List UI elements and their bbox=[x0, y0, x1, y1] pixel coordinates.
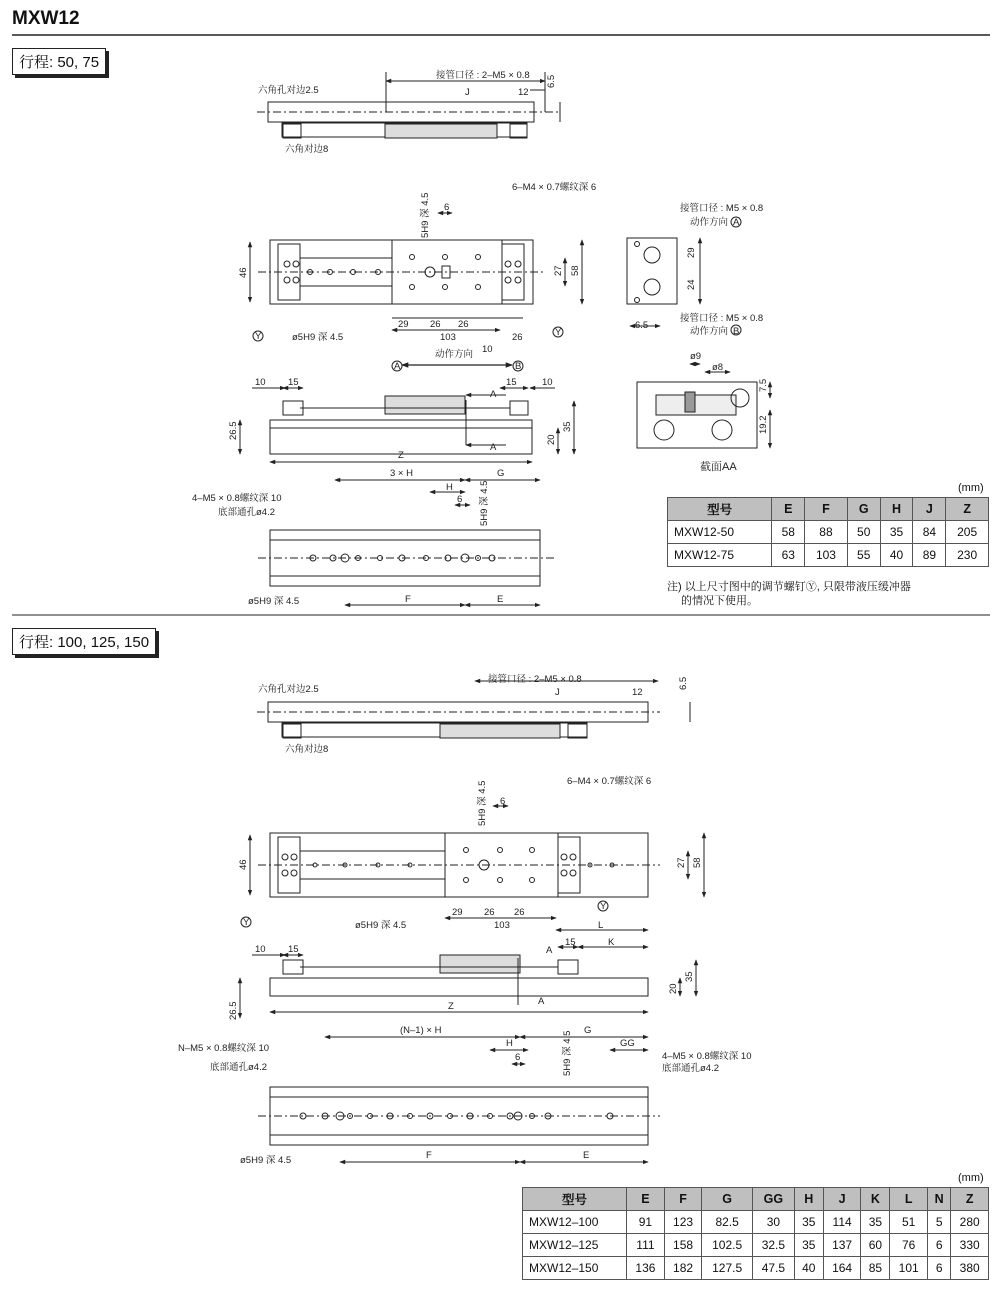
spec-table-2 bbox=[522, 1187, 989, 1280]
s1-label-y1: Y bbox=[255, 331, 262, 342]
table-cell: 35 bbox=[880, 521, 913, 544]
s2-dim-6: 6 bbox=[500, 796, 506, 807]
table-cell: 182 bbox=[664, 1257, 702, 1280]
s1-end-view bbox=[627, 238, 677, 304]
s1-dim-26c: 26 bbox=[512, 332, 523, 343]
table-header-cell: Z bbox=[946, 498, 989, 521]
note-line-2: 的情况下使用。 bbox=[681, 595, 758, 607]
note-line-1: 注) 以上尺寸图中的调节螺钉Ⓨ, 只限带液压缓冲器 bbox=[667, 581, 911, 593]
table-cell: 35 bbox=[861, 1211, 890, 1234]
s1-m5-holes: 4–M5 × 0.8螺纹深 10 bbox=[192, 493, 282, 504]
spec-table-1 bbox=[667, 497, 989, 567]
table-header-cell: GG bbox=[752, 1188, 794, 1211]
s2-dim-26-5: 26.5 bbox=[228, 1001, 239, 1020]
table-header-cell: 型号 bbox=[668, 498, 772, 521]
table-cell: 111 bbox=[627, 1234, 665, 1257]
table-header-cell: H bbox=[794, 1188, 823, 1211]
table-cell: 6 bbox=[927, 1257, 950, 1280]
s1-dim-7-5: 7.5 bbox=[758, 378, 769, 392]
s2-dim-e: E bbox=[583, 1150, 590, 1161]
model-cell: MXW12–125 bbox=[523, 1234, 627, 1257]
s2-dim-h: H bbox=[506, 1038, 513, 1049]
s2-dim-6-5: 6.5 bbox=[678, 676, 689, 690]
s2-dim-a: A bbox=[546, 945, 553, 956]
table-header-cell: F bbox=[664, 1188, 702, 1211]
table-header-cell: G bbox=[702, 1188, 753, 1211]
s2-dim-gg: GG bbox=[620, 1038, 635, 1049]
table-cell: 63 bbox=[772, 544, 805, 567]
table-row bbox=[523, 1234, 989, 1257]
table-cell: 85 bbox=[861, 1257, 890, 1280]
table-cell: 88 bbox=[805, 521, 848, 544]
stroke-label-1: 行程: 50, 75 bbox=[12, 48, 106, 75]
model-cell: MXW12-75 bbox=[668, 544, 772, 567]
s2-dim-103: 103 bbox=[494, 920, 510, 931]
table-cell: 40 bbox=[794, 1257, 823, 1280]
model-cell: MXW12-50 bbox=[668, 521, 772, 544]
s1-dir-a: 动作方向 bbox=[690, 217, 729, 228]
s2-through-l: 底部通孔ø4.2 bbox=[210, 1062, 268, 1073]
s1-dim-a2: A bbox=[490, 442, 497, 453]
s2-dim-46: 46 bbox=[238, 859, 249, 870]
table-cell: 280 bbox=[951, 1211, 989, 1234]
s1-dim-6-5: 6.5 bbox=[546, 74, 557, 88]
s1-dim-f: F bbox=[405, 594, 411, 605]
table-header-cell: K bbox=[861, 1188, 890, 1211]
s1-slot2: 5H9 深 4.5 bbox=[479, 480, 490, 526]
s1-dim-29r: 29 bbox=[686, 247, 697, 258]
s1-dim-24r: 24 bbox=[686, 279, 697, 290]
s2-dim-58: 58 bbox=[692, 857, 703, 868]
s2-dim-f: F bbox=[426, 1150, 432, 1161]
s2-through-r: 底部通孔ø4.2 bbox=[662, 1063, 720, 1074]
table-header-cell: Z bbox=[951, 1188, 989, 1211]
table-cell: 76 bbox=[890, 1234, 928, 1257]
table1-note bbox=[667, 580, 911, 608]
s1-move-dir: 动作方向 bbox=[435, 349, 474, 360]
s1-port-a: 接管口径 : M5 × 0.8 bbox=[680, 203, 764, 214]
page-title: MXW12 bbox=[12, 8, 80, 29]
table-cell: 230 bbox=[946, 544, 989, 567]
table-cell: 30 bbox=[752, 1211, 794, 1234]
table-cell: 47.5 bbox=[752, 1257, 794, 1280]
s1-dim-10b: 10 bbox=[255, 377, 266, 388]
s2-dim-35: 35 bbox=[684, 971, 695, 982]
table-cell: 101 bbox=[890, 1257, 928, 1280]
s1-dim-9: ø9 bbox=[690, 351, 702, 362]
s1-dim-z: Z bbox=[398, 450, 404, 461]
s1-hex-hole: 六角孔对边2.5 bbox=[258, 85, 319, 96]
s2-pin-hole: ø5H9 深 4.5 bbox=[355, 920, 407, 931]
table-cell: 102.5 bbox=[702, 1234, 753, 1257]
s1-dim-19-2: 19.2 bbox=[758, 415, 769, 434]
s1-dir-b: 动作方向 bbox=[690, 326, 729, 337]
s1-dim-10c: 10 bbox=[542, 377, 553, 388]
s1-dim-a: A bbox=[490, 389, 497, 400]
s1-dim-26b: 26 bbox=[458, 319, 469, 330]
table-cell: 5 bbox=[927, 1211, 950, 1234]
table-cell: 127.5 bbox=[702, 1257, 753, 1280]
s2-dim-26b: 26 bbox=[514, 907, 525, 918]
s1-dim-15: 15 bbox=[288, 377, 299, 388]
s2-label-y2: Y bbox=[600, 901, 607, 912]
s1-dim-35: 35 bbox=[562, 421, 573, 432]
s1-tapped: 6–M4 × 0.7螺纹深 6 bbox=[512, 182, 597, 193]
s1-dim-58: 58 bbox=[570, 265, 581, 276]
s2-side-body bbox=[270, 978, 648, 996]
table-header-cell: E bbox=[627, 1188, 665, 1211]
table-cell: 103 bbox=[805, 544, 848, 567]
table-cell: 32.5 bbox=[752, 1234, 794, 1257]
s1-dim-103: 103 bbox=[440, 332, 456, 343]
s1-dim-6-5r: 6.5 bbox=[635, 320, 649, 331]
table-cell: 60 bbox=[861, 1234, 890, 1257]
s2-dim-nh: (N–1) × H bbox=[400, 1025, 442, 1036]
s1-dim-46: 46 bbox=[238, 267, 249, 278]
s1-pin-hole: ø5H9 深 4.5 bbox=[292, 332, 344, 343]
s1-label-b: B bbox=[515, 361, 522, 372]
table-cell: 35 bbox=[794, 1211, 823, 1234]
table-cell: 205 bbox=[946, 521, 989, 544]
s2-n-holes: N–M5 × 0.8螺纹深 10 bbox=[178, 1043, 270, 1054]
table-cell: 58 bbox=[772, 521, 805, 544]
table-header-cell: G bbox=[847, 498, 880, 521]
s1-dim-h: H bbox=[446, 482, 453, 493]
s2-dim-z: Z bbox=[448, 1001, 454, 1012]
s2-tapped: 6–M4 × 0.7螺纹深 6 bbox=[567, 776, 652, 787]
s2-dim-j: J bbox=[555, 687, 560, 698]
table-cell: 330 bbox=[951, 1234, 989, 1257]
s1-dim-8: ø8 bbox=[712, 362, 724, 373]
s1-dim-j: J bbox=[465, 87, 470, 98]
s1-dim-27: 27 bbox=[553, 265, 564, 276]
s2-dim-l: L bbox=[598, 920, 604, 931]
s1-through: 底部通孔ø4.2 bbox=[218, 507, 276, 518]
table-header-cell: F bbox=[805, 498, 848, 521]
s1-dim-20: 20 bbox=[546, 434, 557, 445]
table-cell: 123 bbox=[664, 1211, 702, 1234]
s1-dim-26-5: 26.5 bbox=[228, 421, 239, 440]
s1-dir-b-circle: B bbox=[733, 326, 740, 337]
table-header-cell: J bbox=[823, 1188, 861, 1211]
s2-slot: 5H9 深 4.5 bbox=[477, 780, 488, 826]
s2-port-top: 接管口径 : 2–M5 × 0.8 bbox=[488, 674, 582, 685]
table-cell: 50 bbox=[847, 521, 880, 544]
table-header-cell: 型号 bbox=[523, 1188, 627, 1211]
table-cell: 158 bbox=[664, 1234, 702, 1257]
s1-label-y2: Y bbox=[555, 327, 562, 338]
table-cell: 6 bbox=[927, 1234, 950, 1257]
table-cell: 91 bbox=[627, 1211, 665, 1234]
s1-label-a: A bbox=[394, 361, 401, 372]
table-cell: 84 bbox=[913, 521, 946, 544]
s2-dim-k: K bbox=[608, 937, 615, 948]
s2-dim-15b: 15 bbox=[565, 937, 576, 948]
table-row bbox=[523, 1211, 989, 1234]
s2-dim-15: 15 bbox=[288, 944, 299, 955]
table-cell: 114 bbox=[823, 1211, 861, 1234]
s2-dim-12: 12 bbox=[632, 687, 643, 698]
table-cell: 40 bbox=[880, 544, 913, 567]
s1-top-cylinder bbox=[385, 124, 497, 138]
table-cell: 137 bbox=[823, 1234, 861, 1257]
s2-label-y1: Y bbox=[243, 917, 250, 928]
s1-dim-3h: 3 × H bbox=[390, 468, 413, 479]
table-header-cell: N bbox=[927, 1188, 950, 1211]
table-cell: 89 bbox=[913, 544, 946, 567]
table-cell: 380 bbox=[951, 1257, 989, 1280]
s1-dim-e: E bbox=[497, 594, 504, 605]
s2-dim-29: 29 bbox=[452, 907, 463, 918]
s2-hex-flat: 六角对边8 bbox=[285, 744, 329, 755]
s1-dim-6: 6 bbox=[444, 202, 450, 213]
s1-dir-a-circle: A bbox=[733, 217, 740, 228]
s2-dim-10: 10 bbox=[255, 944, 266, 955]
s1-dim-26a: 26 bbox=[430, 319, 441, 330]
model-cell: MXW12–150 bbox=[523, 1257, 627, 1280]
s2-m5-holes: 4–M5 × 0.8螺纹深 10 bbox=[662, 1051, 752, 1062]
table-header-cell: H bbox=[880, 498, 913, 521]
s1-pin-hole2: ø5H9 深 4.5 bbox=[248, 596, 300, 607]
table-cell: 51 bbox=[890, 1211, 928, 1234]
s2-slot2: 5H9 深 4.5 bbox=[562, 1030, 573, 1076]
s1-port-b: 接管口径 : M5 × 0.8 bbox=[680, 313, 764, 324]
s1-dim-15b: 15 bbox=[506, 377, 517, 388]
s1-hex-flat: 六角对边8 bbox=[285, 144, 329, 155]
table2-unit: (mm) bbox=[958, 1172, 984, 1184]
s1-dim-6b: 6 bbox=[457, 494, 463, 505]
table-row bbox=[668, 521, 989, 544]
s2-dim-26a: 26 bbox=[484, 907, 495, 918]
s2-dim-20: 20 bbox=[668, 983, 679, 994]
table-cell: 35 bbox=[794, 1234, 823, 1257]
table-header-row bbox=[668, 498, 989, 521]
s1-section-title: 截面AA bbox=[700, 461, 737, 473]
s1-dim-10: 10 bbox=[482, 344, 493, 355]
table-header-cell: E bbox=[772, 498, 805, 521]
table-cell: 55 bbox=[847, 544, 880, 567]
s1-dim-12: 12 bbox=[518, 87, 529, 98]
s1-dim-29: 29 bbox=[398, 319, 409, 330]
table-header-cell: J bbox=[913, 498, 946, 521]
table1-unit: (mm) bbox=[958, 482, 984, 494]
s1-port-top: 接管口径 : 2–M5 × 0.8 bbox=[436, 70, 530, 81]
s2-hex-hole: 六角孔对边2.5 bbox=[258, 684, 319, 695]
s2-dim-27: 27 bbox=[676, 857, 687, 868]
model-cell: MXW12–100 bbox=[523, 1211, 627, 1234]
s2-dim-6b: 6 bbox=[515, 1052, 521, 1063]
s2-pin-hole2: ø5H9 深 4.5 bbox=[240, 1155, 292, 1166]
s1-slot: 5H9 深 4.5 bbox=[420, 192, 431, 238]
table-header-cell: L bbox=[890, 1188, 928, 1211]
table-header-row bbox=[523, 1188, 989, 1211]
s2-dim-a2: A bbox=[538, 996, 545, 1007]
table-cell: 164 bbox=[823, 1257, 861, 1280]
table-cell: 136 bbox=[627, 1257, 665, 1280]
s1-dim-g: G bbox=[497, 468, 505, 479]
s2-dim-g: G bbox=[584, 1025, 592, 1036]
table-row bbox=[523, 1257, 989, 1280]
table-row bbox=[668, 544, 989, 567]
table-cell: 82.5 bbox=[702, 1211, 753, 1234]
stroke-label-2: 行程: 100, 125, 150 bbox=[12, 628, 156, 655]
